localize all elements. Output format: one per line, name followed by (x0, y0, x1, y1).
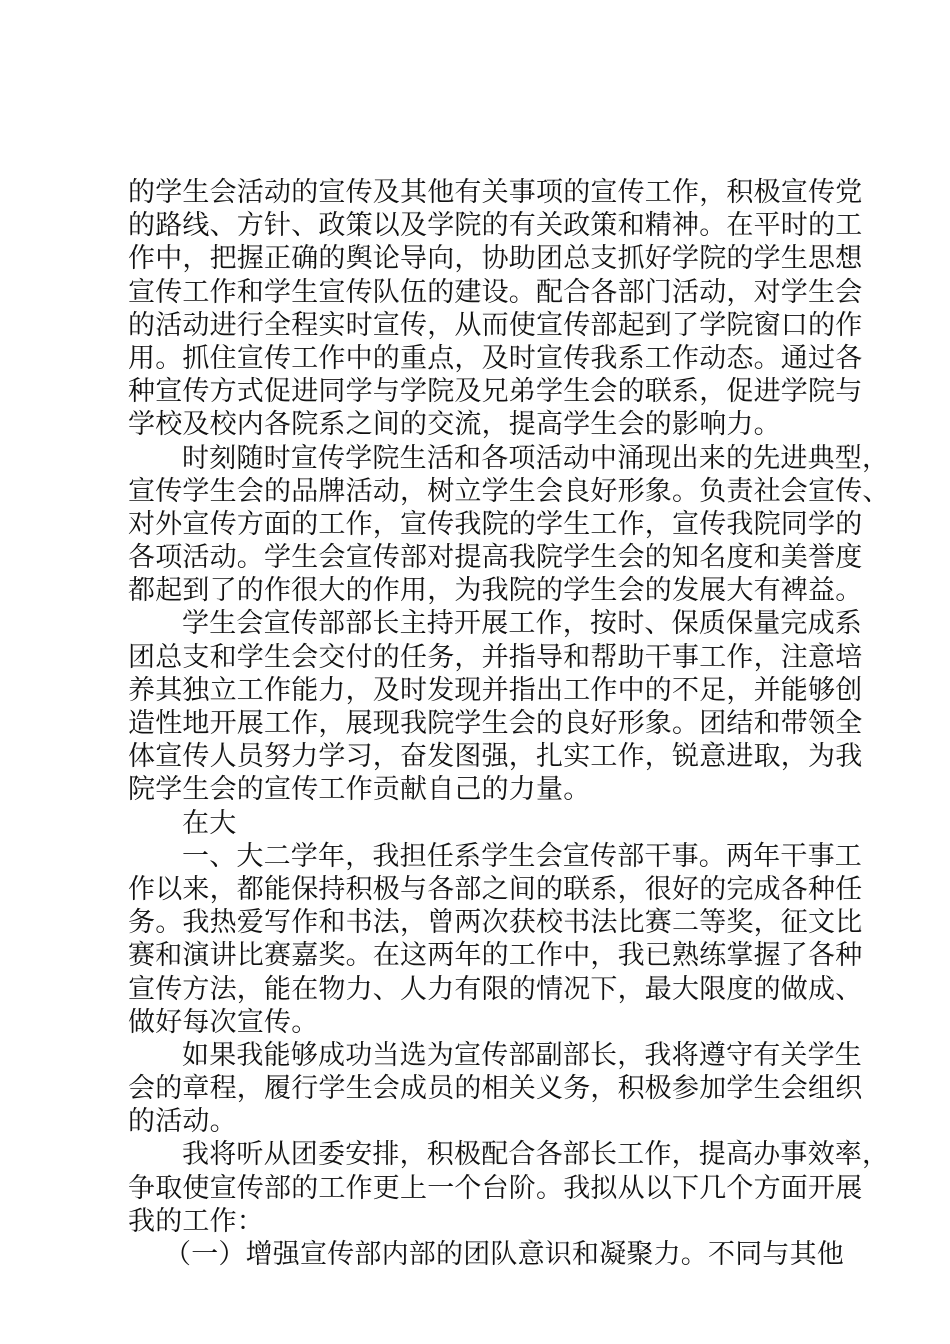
text-line: 的学生会活动的宣传及其他有关事项的宣传工作，积极宣传党 (128, 177, 863, 208)
text-line: 都起到了的作很大的作用，为我院的学生会的发展大有裨益。 (128, 575, 863, 607)
text-line: （一）增强宣传部内部的团队意识和凝聚力。不同与其他 (164, 1239, 844, 1270)
text-line: 造性地开展工作，展现我院学生会的良好形象。团结和带领全 (128, 708, 863, 739)
text-line: 学校及校内各院系之间的交流，提高学生会的影响力。 (128, 409, 781, 441)
text-line: 宣传学生会的品牌活动，树立学生会良好形象。负责社会宣传、 (128, 475, 890, 507)
text-line: 务。我热爱写作和书法，曾两次获校书法比赛二等奖，征文比 (128, 907, 863, 939)
text-line: 的活动进行全程实时宣传，从而使宣传部起到了学院窗口的作 (128, 309, 863, 341)
text-line: 如果我能够成功当选为宣传部副部长，我将遵守有关学生 (182, 1039, 862, 1071)
text-line: 赛和演讲比赛嘉奖。在这两年的工作中，我已熟练掌握了各种 (128, 940, 863, 972)
text-line: 一、大二学年，我担任系学生会宣传部干事。两年干事工 (182, 840, 862, 872)
text-line: 对外宣传方面的工作，宣传我院的学生工作，宣传我院同学的 (128, 508, 863, 540)
text-line: 作以来，都能保持积极与各部之间的联系，很好的完成各种任 (128, 873, 863, 905)
text-line: 宣传方法，能在物力、人力有限的情况下，最大限度的做成、 (128, 973, 863, 1005)
text-line: 学生会宣传部部长主持开展工作，按时、保质保量完成系 (182, 608, 862, 640)
document-body (128, 176, 890, 1271)
text-line: 我将听从团委安排，积极配合各部长工作，提高办事效率， (182, 1139, 890, 1171)
text-line: 各项活动。学生会宣传部对提高我院学生会的知名度和美誉度 (128, 542, 863, 574)
text-line: 作中，把握正确的舆论导向，协助团总支抓好学院的学生思想 (128, 243, 863, 275)
text-line: 的路线、方针、政策以及学院的有关政策和精神。在平时的工 (128, 210, 863, 242)
text-line: 做好每次宣传。 (128, 1006, 319, 1038)
text-line: 争取使宣传部的工作更上一个台阶。我拟从以下几个方面开展 (128, 1172, 863, 1204)
text-line: 的活动。 (128, 1106, 237, 1138)
text-line: 我的工作： (128, 1205, 264, 1237)
text-line: 养其独立工作能力，及时发现并指出工作中的不足，并能够创 (128, 674, 863, 706)
text-line: 用。抓住宣传工作中的重点，及时宣传我系工作动态。通过各 (128, 342, 863, 374)
text-line: 在大 (182, 807, 237, 839)
text-line: 体宣传人员努力学习，奋发图强，扎实工作，锐意进取，为我 (128, 741, 863, 773)
text-line: 会的章程，履行学生会成员的相关义务，积极参加学生会组织 (128, 1073, 863, 1105)
text-line: 宣传工作和学生宣传队伍的建设。配合各部门活动，对学生会 (128, 276, 863, 308)
text-line: 院学生会的宣传工作贡献自己的力量。 (128, 774, 591, 806)
text-line: 时刻随时宣传学院生活和各项活动中涌现出来的先进典型， (182, 442, 890, 474)
text-line: 团总支和学生会交付的任务，并指导和帮助干事工作，注意培 (128, 641, 863, 673)
text-line: 种宣传方式促进同学与学院及兄弟学生会的联系，促进学院与 (128, 376, 863, 408)
